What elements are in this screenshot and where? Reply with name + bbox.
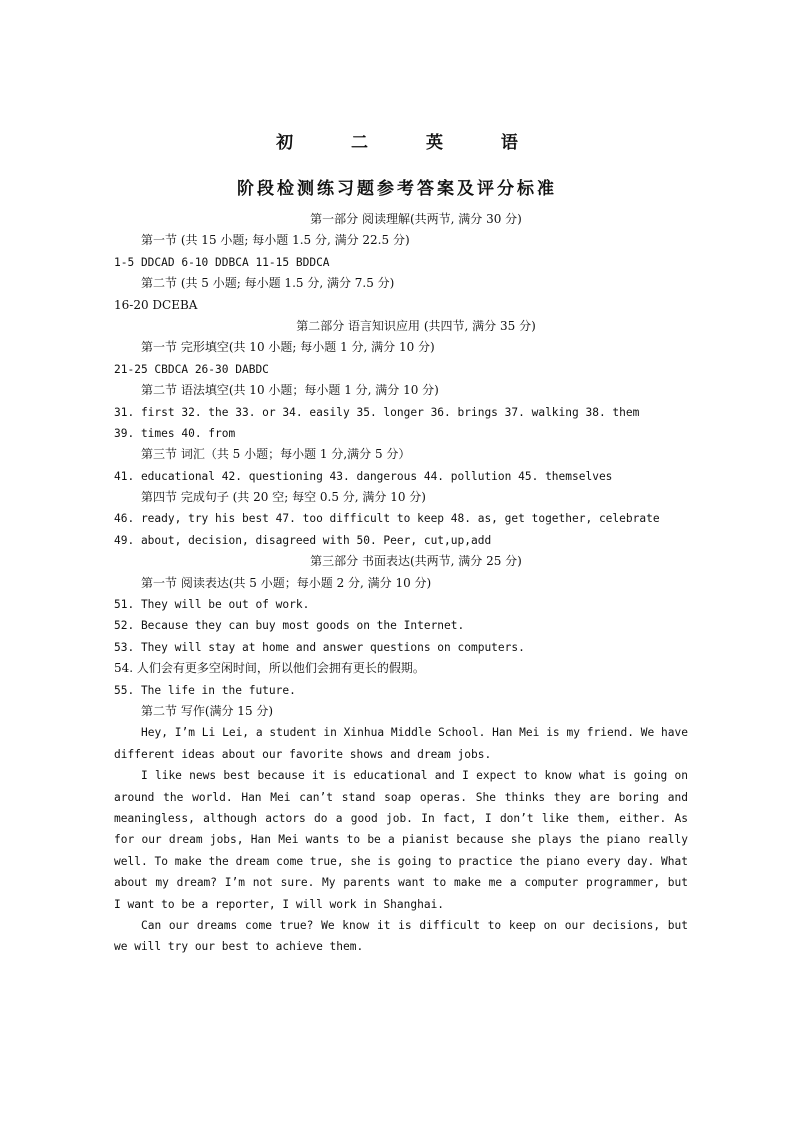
text-line: 21-25 CBDCA 26-30 DABDC bbox=[114, 362, 269, 376]
text-line: 第一节 (共 15 小题; 每小题 1.5 分, 满分 22.5 分) bbox=[141, 233, 410, 248]
text-line: 第四节 完成句子 (共 20 空; 每空 0.5 分, 满分 10 分) bbox=[141, 490, 426, 505]
text-line: 第二节 写作(满分 15 分) bbox=[141, 703, 274, 718]
text-line: 53. They will stay at home and answer questions on computers. bbox=[114, 640, 525, 654]
text-line: 55. The life in the future. bbox=[114, 683, 296, 697]
text-line: we will try our best to achieve them. bbox=[114, 940, 364, 954]
text-line: I want to be a reporter, I will work in Shanghai. bbox=[114, 897, 445, 911]
text-line: 第一节 完形填空(共 10 小题; 每小题 1 分, 满分 10 分) bbox=[141, 340, 435, 355]
text-line: Hey, I’m Li Lei, a student in Xinhua Middle School. Han Mei is my friend. We have bbox=[141, 726, 688, 740]
text-line: 第一节 阅读表达(共 5 小题；每小题 2 分, 满分 10 分) bbox=[141, 575, 432, 590]
text-line: 第二部分 语言知识应用 (共四节, 满分 35 分) bbox=[296, 318, 536, 333]
text-line: 第一部分 阅读理解(共两节, 满分 30 分) bbox=[310, 212, 522, 226]
text-line: 第二节 语法填空(共 10 小题；每小题 1 分, 满分 10 分) bbox=[141, 383, 439, 398]
text-line: 第三部分 书面表达(共两节, 满分 25 分) bbox=[310, 554, 522, 569]
text-line: 49. about, decision, disagreed with 50. Peer, cut,up,add bbox=[114, 533, 492, 547]
text-line: around the world. Han Mei can’t stand soap operas. She thinks they are boring and bbox=[114, 790, 688, 804]
text-line: 16-20 DCEBA bbox=[114, 297, 198, 312]
document-title: 初 二 英 语 bbox=[276, 133, 544, 153]
answer-key-body bbox=[114, 209, 688, 958]
text-line: 46. ready, try his best 47. too difficult to keep 48. as, get together, celebrate bbox=[114, 512, 660, 526]
text-line: Can our dreams come true? We know it is difficult to keep on our decisions, but bbox=[141, 918, 688, 932]
text-line: for our dream jobs, Han Mei wants to be a pianist because she plays the piano really bbox=[114, 833, 688, 847]
text-line: I like news best because it is educational and I expect to know what is going on bbox=[141, 769, 688, 783]
text-line: different ideas about our favorite shows and dream jobs. bbox=[114, 747, 492, 761]
text-line: well. To make the dream come true, she is going to practice the piano every day. What bbox=[114, 854, 688, 868]
text-line: 52. Because they can buy most goods on the Internet. bbox=[114, 619, 465, 633]
text-line: 54. 人们会有更多空闲时间，所以他们会拥有更长的假期。 bbox=[114, 661, 425, 676]
text-line: 第二节 (共 5 小题; 每小题 1.5 分, 满分 7.5 分) bbox=[141, 276, 395, 291]
text-line: meaningless, although actors do a good job. In fact, I don’t like them, either. As bbox=[114, 811, 688, 825]
text-line: 39. times 40. from bbox=[114, 426, 236, 440]
text-line: about my dream? I’m not sure. My parents want to make me a computer programmer, but bbox=[114, 876, 688, 890]
text-line: 第三节 词汇（共 5 小题；每小题 1 分,满分 5 分） bbox=[141, 447, 411, 462]
document-subtitle: 阶段检测练习题参考答案及评分标准 bbox=[237, 179, 557, 199]
text-line: 1-5 DDCAD 6-10 DDBCA 11-15 BDDCA bbox=[114, 255, 330, 269]
text-line: 51. They will be out of work. bbox=[114, 598, 310, 612]
text-line: 41. educational 42. questioning 43. dangerous 44. pollution 45. themselves bbox=[114, 469, 613, 483]
text-line: 31. first 32. the 33. or 34. easily 35. longer 36. brings 37. walking 38. them bbox=[114, 405, 640, 419]
